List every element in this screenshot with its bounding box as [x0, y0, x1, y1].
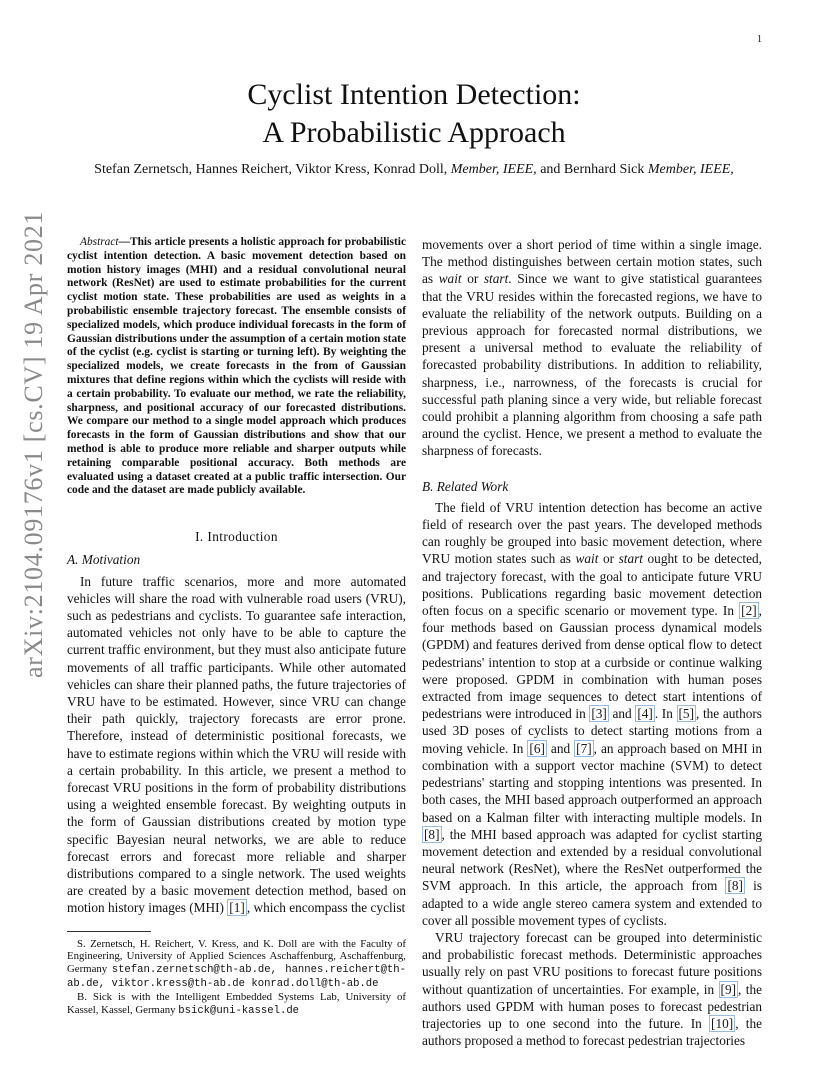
citation-link[interactable]: [7]: [576, 740, 592, 756]
footnote-1-emails: stefan.zernetsch@th-ab.de, hannes.reichert@th-ab.de, viktor.kress@th-ab.de konrad.doll@th-ab.de: [67, 964, 406, 990]
related-text: , the authors used GPDM with human poses to forecast pedestrian trajectories up to one second into the future. In: [422, 981, 762, 1031]
citation-link[interactable]: [2]: [741, 603, 757, 619]
term-wait: wait: [438, 271, 462, 287]
member-ieee-1: Member, IEEE,: [450, 162, 537, 177]
title-line-2: A Probabilistic Approach: [262, 116, 566, 149]
intro-text-a: movements over a short period of time within a single image. The method distinguishes between certain motion states, such as: [422, 237, 762, 287]
related-text: VRU trajectory forecast can be grouped into deterministic and probabilistic forecast methods. Deterministic approaches usually rely on past VRU positions to forecast future positions without quantization of uncertainties. For example, in: [422, 929, 762, 997]
related-text: , four methods based on Gaussian process dynamical models (GPDM) and features derived from dense optical flow to detect pedestrians' intention to stop at a curbside or continue walking were proposed. GPDM in combination with human poses extracted from image sequences to detect start intentions of pedestrians were introduced in: [422, 603, 762, 722]
related-text: ought to be detected, and trajectory forecast, with the goal to anticipate future VRU positions. Publications regarding basic movement detection often focus on a specific scenario or movement type. In: [422, 551, 762, 619]
citation-link[interactable]: [8]: [727, 878, 743, 894]
related-text: , an approach based on MHI in combination with a support vector machine (SVM) to detect pedestrians' starting and stopping intentions was presented. In both cases, the MHI based approach outperformed an approach based on a Kalman filter with interacting multiple models. In: [422, 740, 762, 825]
citation-link[interactable]: [8]: [424, 826, 440, 842]
right-column: [422, 236, 762, 1049]
author-and: and Bernhard Sick: [536, 162, 648, 177]
related-text: , the authors used 3D poses of cyclists to detect starting motions from a moving vehicle. In: [422, 706, 762, 756]
related-text: . In: [654, 706, 677, 722]
abstract-text: —This article presents a holistic approach for probabilistic cyclist intention detection. A basic movement detection based on motion history images (MHI) and a residual convolutional neural network (ResNet) are used to estimate probabilities for the current cyclist motion state. These probabilities are used as weights in a probabilistic ensemble trajectory forecast. The ensemble consists of specialized models, which produce individual forecasts in the form of Gaussian distributions under the assumption of a certain motion state of the cyclist (e.g. cyclist is starting or turning left). By weighting the specialized models, we create forecasts in the from of Gaussian mixtures that define regions within which the cyclists will reside with a certain probability. To evaluate our method, we rate the reliability, sharpness, and positional accuracy of our forecasted distributions. We compare our method to a single model approach which produces forecasts in the form of Gaussian distributions and show that our method is able to produce more reliable and sharper outputs while retaining comparable positional accuracy. Both methods are evaluated using a dataset created at a public traffic intersection. Our code and the dataset are made publicly available.: [67, 236, 406, 497]
related-work-paragraph-2: [422, 929, 762, 1049]
intro-text-b: . Since we want to give statistical guarantees that the VRU resides within the forecasted regions, we have to evaluate the reliability of the network outputs. Building on a previous approach for forecasted normal distributions, we present a universal method to evaluate the reliability of forecasted probability distributions. In addition to reliability, sharpness, i.e., narrowness, of the forecasts is crucial for successful path planing since a very wide, but reliable forecast could prohibit a planning algorithm from choosing a safe path around the cyclist. Hence, we present a method to evaluate the sharpness of forecasts.: [422, 271, 762, 459]
abstract-label: Abstract: [80, 236, 119, 248]
member-ieee-2: Member, IEEE,: [647, 162, 734, 177]
subsection-heading-motivation: A. Motivation: [67, 552, 141, 568]
footnote-affiliation-2: [67, 991, 406, 1018]
section-heading-introduction: I. Introduction: [195, 529, 278, 545]
motivation-paragraph: [67, 573, 406, 917]
left-column: [67, 236, 406, 1017]
intro-or: or: [461, 271, 484, 287]
author-names: Stefan Zernetsch, Hannes Reichert, Viktor Kress, Konrad Doll,: [94, 162, 448, 177]
title-line-1: Cyclist Intention Detection:: [247, 78, 581, 111]
motivation-tail: , which encompass the cyclist: [246, 900, 406, 916]
related-text: and: [608, 706, 636, 722]
footnote-2-email: bsick@uni-kassel.de: [178, 1004, 300, 1017]
term-wait: wait: [575, 551, 599, 567]
related-text: or: [598, 551, 619, 567]
citation-link[interactable]: [6]: [529, 740, 545, 756]
intro-continuation: [422, 236, 762, 460]
term-start: start: [483, 271, 509, 287]
citation-link[interactable]: [5]: [678, 706, 695, 722]
citation-link[interactable]: [4]: [637, 706, 653, 722]
citation-link[interactable]: [9]: [720, 981, 737, 997]
footnote-rule: [67, 931, 151, 932]
footnote-2-text: B. Sick is with the Intelligent Embedded Systems Lab, University of Kassel, Kassel, Germany: [67, 990, 406, 1016]
abstract: [67, 236, 406, 498]
related-text: The field of VRU intention detection has become an active field of research over the past years. The developed methods can roughly be grouped into basic movement detection, where VRU motion states such as: [422, 499, 762, 567]
related-text: and: [546, 740, 575, 756]
citation-link[interactable]: [10]: [711, 1015, 734, 1031]
motivation-text: In future traffic scenarios, more and more automated vehicles will share the road with vulnerable road users (VRU), such as pedestrians and cyclists. To guarantee safe interaction, automated vehicles not only have to be able to capture the current traffic environment, but they must also anticipate future movements of all traffic participants. While other automated vehicles can share their planned paths, the future trajectories of VRU have to be estimated. However, since VRU can change their path quickly, trajectory forecasts are error prone. Therefore, instead of deterministic positional forecasts, we have to estimate regions within which the VRU will reside with a certain probability. In this article, we present a method to forecast VRU positions in the form of probability distributions using a weighted ensemble forecast. By weighting outputs in the form of Gaussian distributions created by motion type specific Bayesian neural networks, we are able to reduce forecast errors and forecast more reliable and sharper distributions compared to a single network. The used weights are created by a basic movement detection method, based on motion history images (MHI): [67, 573, 406, 916]
citation-link[interactable]: [1]: [229, 900, 245, 916]
related-work-paragraph-1: [422, 499, 762, 929]
author-list: [0, 161, 828, 179]
related-text: , the authors proposed a method to forecast pedestrian trajectories: [422, 1015, 762, 1049]
subsection-heading-related-work: B. Related Work: [422, 478, 509, 494]
footnote-affiliation: [67, 938, 406, 991]
footnote-1-text: S. Zernetsch, H. Reichert, V. Kress, and K. Doll are with the Faculty of Engineering, University of Applied Sciences Aschaffenburg, Aschaffenburg, Germany: [67, 937, 406, 976]
page-number: 1: [757, 34, 762, 45]
related-text: is adapted to a wide angle stereo camera system and extended to cover all possible movement types of cyclists.: [422, 878, 762, 928]
related-text: , the MHI based approach was adapted for cyclist starting movement detection and extended by a residual convolutional neural network (ResNet), where the ResNet outperformed the SVM approach. In this article, the approach from: [422, 826, 762, 894]
citation-link[interactable]: [3]: [591, 706, 607, 722]
arxiv-stamp: arXiv:2104.09176v1 [cs.CV] 19 Apr 2021: [19, 210, 48, 678]
term-start: start: [618, 551, 643, 567]
paper-title: [0, 76, 828, 152]
